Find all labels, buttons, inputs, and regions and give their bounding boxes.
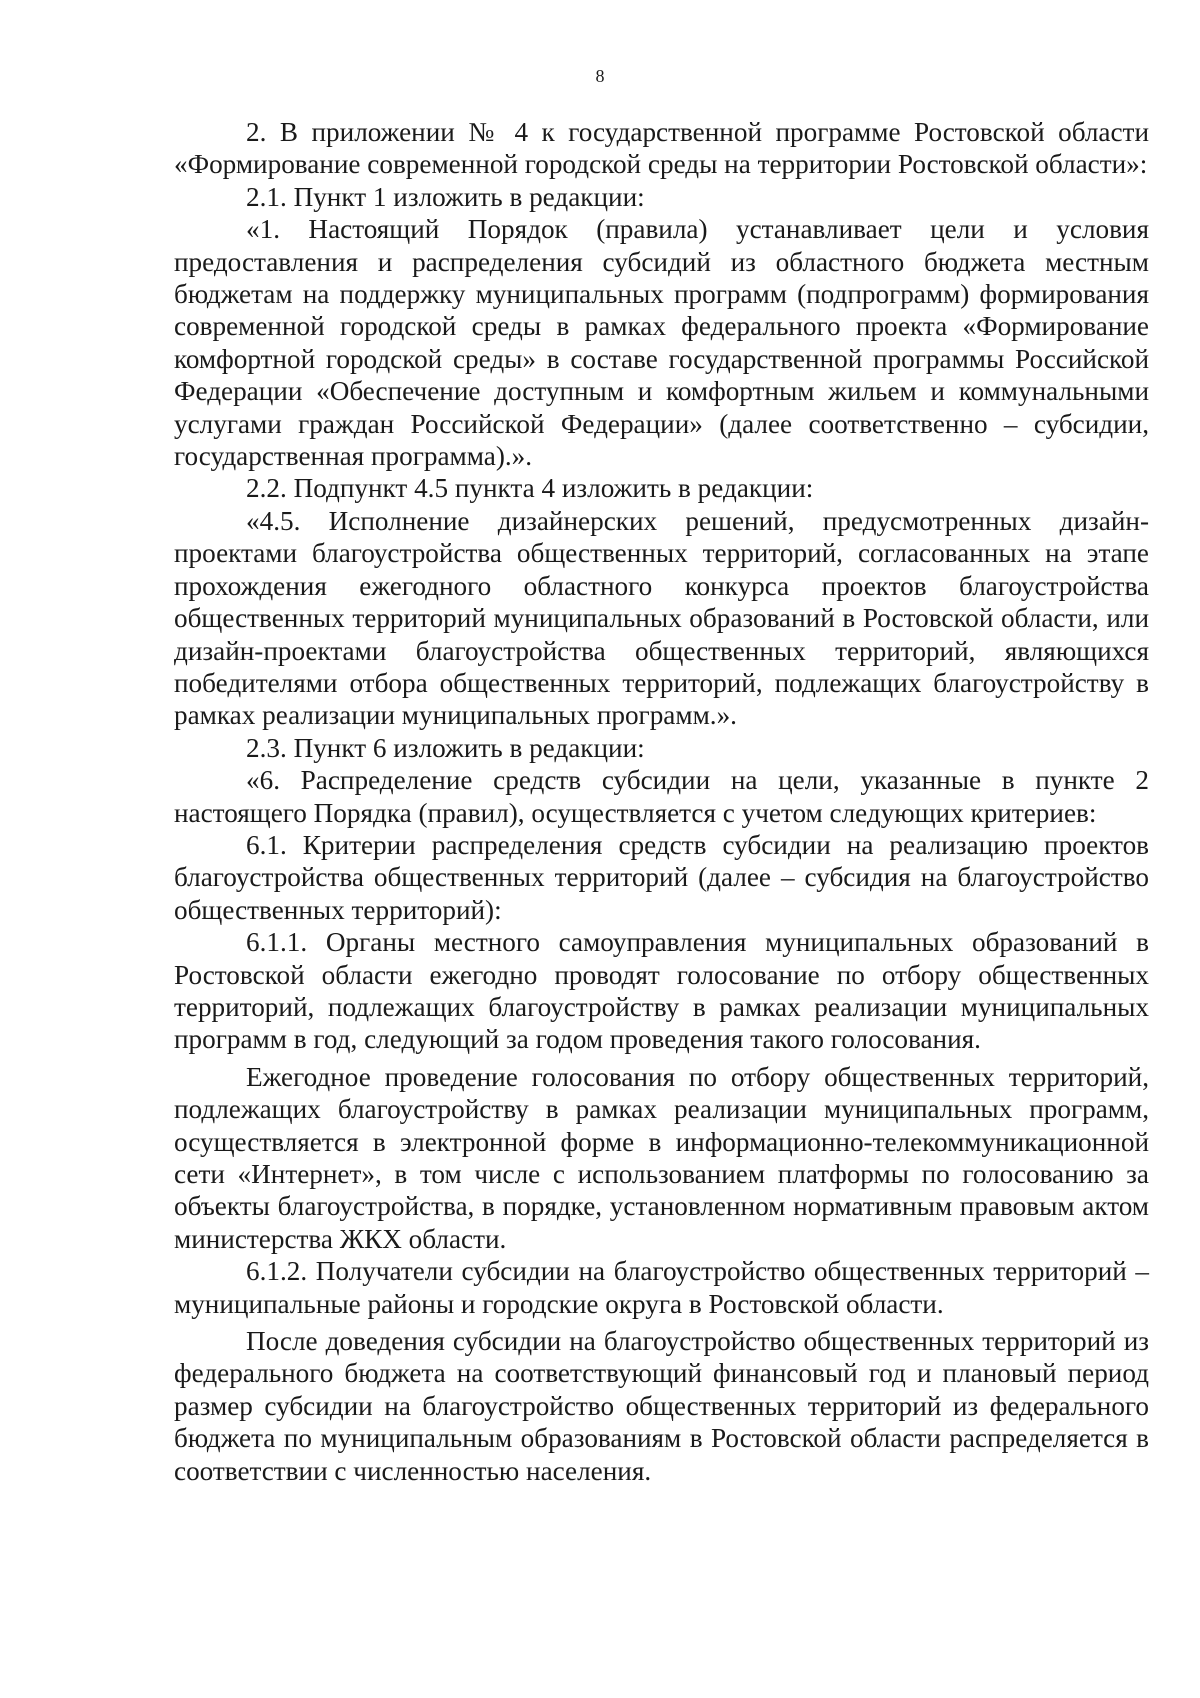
paragraph-item-6-1-1-text: 6.1.1. Органы местного самоуправления муниципальных образований в Ростовской области ежегодно проводят голосование по отбору общественных территорий, подлежащих благоустройству в рамках реализации муниципальных программ в год, следующий за годом проведения такого голосования. <box>174 927 1149 1055</box>
paragraph-voting-procedure: Ежегодное проведение голосования по отбору общественных территорий, подлежащих благоустройству в рамках реализации муниципальных программ, осуществляется в электронной форме в информационно-телекоммуникационной сети «Интернет», в том числе с использованием платформы по голосованию за объекты благоустройства, в порядке, установленном нормативным правовым актом министерства ЖКХ области. <box>174 1061 1149 1254</box>
paragraph-2-1-heading: 2.1. Пункт 1 изложить в редакции: <box>246 181 645 212</box>
document-body <box>174 116 1149 1487</box>
paragraph-item-6-text: «6. Распределение средств субсидии на цели, указанные в пункте 2 настоящего Порядка (правил), осуществляется с учетом следующих критериев: <box>174 765 1149 828</box>
page-number: 8 <box>595 66 605 86</box>
paragraph-item-1-text: «1. Настоящий Порядок (правила) устанавливает цели и условия предоставления и распределения субсидий из областного бюджета местным бюджетам на поддержку муниципальных программ (подпрограмм) формирования современной городской среды в рамках федерального проекта «Формирование комфортной городской среды» в составе государственной программы Российской Федерации «Обеспечение доступным и комфортным жильем и коммунальными услугами граждан Российской Федерации» (далее соответственно – субсидии, государственная программа).». <box>174 214 1149 472</box>
paragraph-appendix-4-intro: 2. В приложении № 4 к государственной программе Ростовской области «Формирование современной городской среды на территории Ростовской области»: <box>174 117 1149 180</box>
paragraph-2-2-heading: 2.2. Подпункт 4.5 пункта 4 изложить в редакции: <box>246 473 814 504</box>
paragraph-2-3-heading: 2.3. Пункт 6 изложить в редакции: <box>246 732 645 763</box>
paragraph-item-6-1-text: 6.1. Критерии распределения средств субсидии на реализацию проектов благоустройства общественных территорий (далее – субсидия на благоустройство общественных территорий): <box>174 829 1149 925</box>
paragraph-distribution: После доведения субсидии на благоустройство общественных территорий из федерального бюджета на соответствующий финансовый год и плановый период размер субсидии на благоустройство общественных территорий из федерального бюджета по муниципальным образованиям в Ростовской области распределяется в соответствии с численностью населения. <box>174 1326 1149 1486</box>
paragraph-item-4-5-text: «4.5. Исполнение дизайнерских решений, предусмотренных дизайн-проектами благоустройства общественных территорий, согласованных на этапе прохождения ежегодного областного конкурса проектов благоустройства общественных территорий муниципальных образований в Ростовской области, или дизайн-проектами благоустройства общественных территорий, являющихся победителями отбора общественных территорий, подлежащих благоустройству в рамках реализации муниципальных программ.». <box>174 505 1149 731</box>
paragraph-item-6-1-2-text: 6.1.2. Получатели субсидии на благоустройство общественных территорий – муниципальные районы и городские округа в Ростовской области. <box>174 1256 1149 1319</box>
